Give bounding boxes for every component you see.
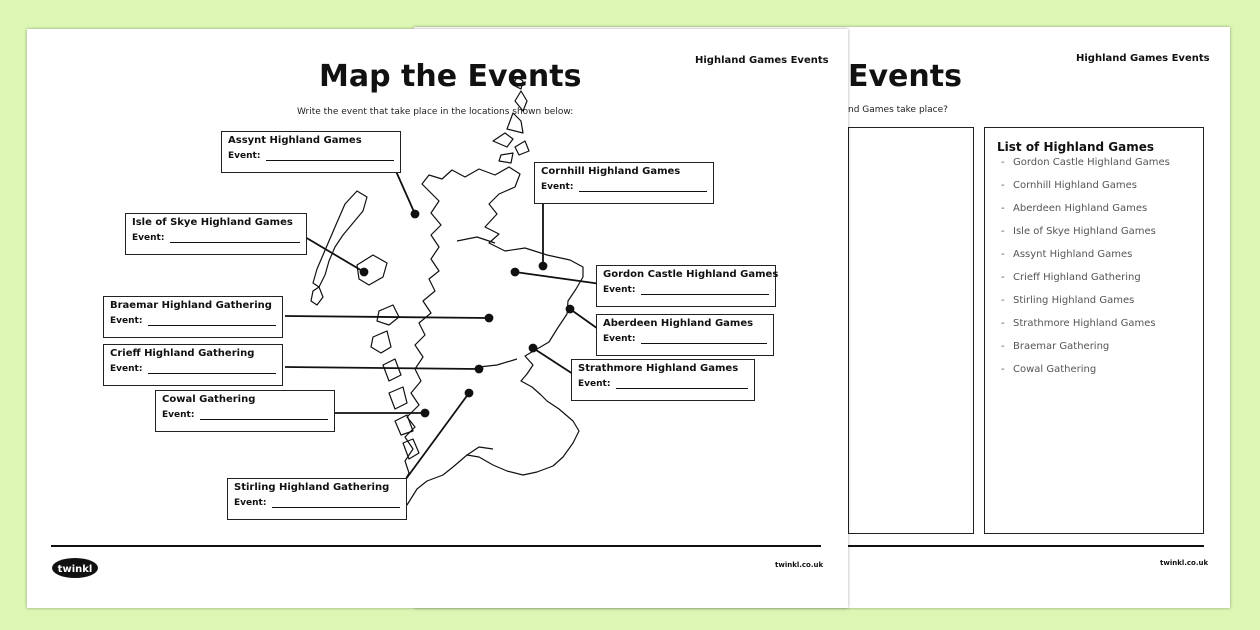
gordon-location-dot [512, 269, 519, 276]
shetland-outline [507, 77, 527, 133]
label-cornhill [534, 162, 714, 204]
label-name: Cornhill Highland Games [541, 166, 681, 177]
front-header: Highland Games Events [695, 55, 829, 66]
label-gordon-castle [596, 265, 779, 307]
list-title: List of Highland Games [997, 140, 1155, 154]
crieff-location-dot [476, 366, 483, 373]
answer-panel [848, 127, 974, 534]
instructions: Write the event that take place in the locations shown below: [297, 107, 574, 117]
back-title: Events [848, 59, 962, 94]
event-answer-field[interactable] [641, 333, 767, 344]
label-name: Crieff Highland Gathering [110, 348, 255, 359]
event-label: Event: [228, 151, 261, 161]
assynt-location-dot [412, 211, 419, 218]
cowal-location-dot [422, 410, 429, 417]
event-answer-field[interactable] [266, 150, 394, 161]
list-item: - Strathmore Highland Games [999, 317, 1170, 340]
front-footer-url: twinkl.co.uk [775, 561, 824, 569]
cornhill-location-dot [540, 263, 547, 270]
label-name: Strathmore Highland Games [578, 363, 739, 374]
event-answer-field[interactable] [148, 315, 276, 326]
back-footer-url: twinkl.co.uk [1160, 559, 1209, 567]
mainland-outline [401, 167, 583, 505]
label-skye [125, 213, 307, 255]
list-item: - Isle of Skye Highland Games [999, 225, 1170, 248]
stirling-location-dot [466, 390, 473, 397]
event-answer-field[interactable] [579, 181, 707, 192]
event-answer-field[interactable] [170, 232, 300, 243]
label-name: Isle of Skye Highland Games [132, 217, 293, 228]
list-item: - Gordon Castle Highland Games [999, 156, 1170, 179]
label-cowal [155, 390, 335, 432]
braemar-location-dot [486, 315, 493, 322]
highland-games-list [999, 156, 1170, 386]
event-label: Event: [110, 364, 143, 374]
list-item: - Assynt Highland Games [999, 248, 1170, 271]
event-label: Event: [234, 498, 267, 508]
list-item: - Cowal Gathering [999, 363, 1170, 386]
svg-text:twinkl: twinkl [57, 564, 93, 575]
back-footer-line [848, 545, 1204, 547]
list-panel [984, 127, 1204, 534]
event-answer-field[interactable] [272, 497, 400, 508]
event-label: Event: [132, 233, 165, 243]
back-header: Highland Games Events [1076, 53, 1210, 64]
aberdeen-location-dot [567, 306, 574, 313]
list-item: - Stirling Highland Games [999, 294, 1170, 317]
label-name: Cowal Gathering [162, 394, 256, 405]
label-braemar [103, 296, 283, 338]
page-title: Map the Events [319, 59, 582, 94]
label-aberdeen [596, 314, 774, 356]
label-crieff [103, 344, 283, 386]
event-answer-field[interactable] [641, 284, 769, 295]
outer-hebrides-outline [313, 191, 367, 287]
event-label: Event: [541, 182, 574, 192]
skye-location-dot [361, 269, 368, 276]
label-name: Assynt Highland Games [228, 135, 362, 146]
orkney-outline [493, 133, 529, 163]
label-stirling [227, 478, 407, 520]
event-answer-field[interactable] [616, 378, 748, 389]
list-item: - Crieff Highland Gathering [999, 271, 1170, 294]
label-name: Aberdeen Highland Games [603, 318, 754, 329]
label-name: Stirling Highland Gathering [234, 482, 390, 493]
front-footer-line [51, 545, 821, 547]
event-answer-field[interactable] [200, 409, 328, 420]
back-subtitle: nd Games take place? [848, 105, 948, 115]
event-label: Event: [578, 379, 611, 389]
label-name: Gordon Castle Highland Games [603, 269, 779, 280]
event-label: Event: [603, 334, 636, 344]
event-answer-field[interactable] [148, 363, 276, 374]
twinkl-logo [51, 557, 99, 579]
event-label: Event: [162, 410, 195, 420]
list-item: - Aberdeen Highland Games [999, 202, 1170, 225]
event-label: Event: [603, 285, 636, 295]
list-item: - Braemar Gathering [999, 340, 1170, 363]
label-assynt [221, 131, 401, 173]
strathmore-location-dot [530, 345, 537, 352]
front-worksheet [27, 29, 848, 608]
label-strathmore [571, 359, 755, 401]
label-name: Braemar Highland Gathering [110, 300, 272, 311]
list-item: - Cornhill Highland Games [999, 179, 1170, 202]
event-label: Event: [110, 316, 143, 326]
